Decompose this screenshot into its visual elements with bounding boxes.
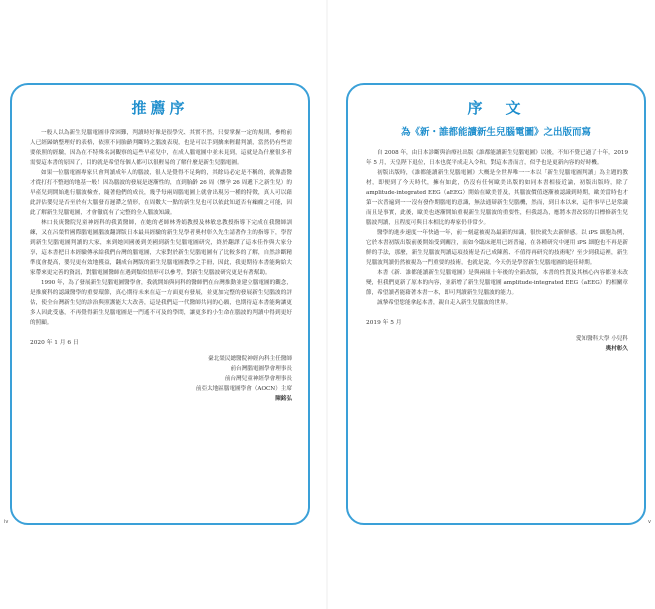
right-subtitle: 為《新・誰都能讀新生兒腦電圖》之出版而寫 — [400, 127, 591, 138]
left-paragraph-4: 1990 年，為了發展新生兒腦電圖醫學會，我就開始與同科的醫師們在台灣推動並建立腦電圖的觀念，是推廣科的認識醫學的重要環節，真心期待未來在這一方面更有發展，並更加完整的發展新生兒腦波的評估，使全台灣新生兒的診治與照護能大大改善，這是我們這一代醫師共同的心願，也期待這本書能夠讓更多人因此受惠，不再覺得新生兒腦電圖是一門遙不可及的學問，讓更多的小生命在腦波的判讀中得到更好的照顧。 — [30, 280, 292, 326]
left-paragraph-3: 林口長庚醫院兒童神經科的我黃醫師，在她的老師林秀娟教授及林敏忠教授指導下完成在我醫師訓練，又在呂榮哲國際腦電圖腦波翻譯版日本最具經驗的新生兒學者奧村彰久先生請著作主的指導下，學習到新生兒腦電圖判讀的大家，來到她回國後到美國到新生兒腦電圖研究，終於翻譯了這本佳作與大家分享，這本書把日本經驗傳承給我們台灣的腦電圖，大家對於新生兒腦電圖有了比較多的了解，自然診斷精準度會提高，嬰兒更有效地獲益，翻成台灣版的新生兒腦電圖教學之手冊，因此，我更期待本書能夠給大家帶來更完善的資訊，對腦電圖醫師在遇到類似情形可以參考，對新生兒腦波研究更是有著幫助。 — [30, 220, 292, 276]
right-page-number: v — [648, 519, 651, 525]
left-frame — [10, 83, 310, 525]
right-paragraph-5: 誠摯希望您能拿起本書，親自走入新生兒腦波的世界。 — [377, 300, 512, 306]
left-signature-line-1: 臺北榮民總醫院神經內科主任醫師 — [208, 356, 292, 362]
right-signature-line-1: 愛知醫科大學 小兒科 — [575, 336, 628, 342]
right-signature-name: 奧村彰久 — [605, 346, 628, 352]
left-paragraph-2: 如果一位腦電圖專家只會判讀成年人的腦波，很人是覺得不足夠的，其餘局必定是不稱的，就像盡醫才從打打不整迴的地基一般！因為腦波的發展是逐漸性的，直到胎齡 26 周（懷孕 26 周遞下之新生兒）的早產兒到開始進行腦波檢查，隨著他們的成長，幾乎每兩周腦電圖上就會出現另一種的特徵，真人可以藉此評估嬰兒是否至於有大腦發育遲滯之情形，在周數大一點的新生兒也可以依此知道否有癲癇之可能，因此了解新生兒腦電圖，才會徹底有了完整的全人腦波知識。 — [30, 170, 292, 216]
left-body — [12, 118, 308, 404]
left-signature-name: 陳銘弘 — [275, 396, 292, 402]
left-signature-line-4: 前亞太地區腦電圖學會（AOCN）主席 — [195, 386, 292, 392]
right-date: 2019 年 5 月 — [366, 320, 402, 326]
left-paragraph-1: 一般人以為新生兒腦電圖非常困難，判讀時好像是很學究、其實不然，只要掌握一定的規則，參酌前人已經歸納整理好的表格，依照不同胎齡判斷時之腦波表現，也是可以手到擒來輕鬆判讀，當然仍有些需要依照的經驗，因為在不特殊名詞觀察的這些早產兒中，在成人腦電圖中並未見到，這就是為什麼很多者需要這本書的原因了，目的就是希望每個人都可以很輕易的了解什麼是新生兒腦電圖。 — [30, 130, 292, 166]
right-signature — [366, 334, 628, 354]
right-paragraph-3: 醫學的進步速度一年快過一年，前一刻還被視為最新的知識，很快就失去新鮮感。以 iPS 細胞為例，它於本書初版出版前後開始受到關注，而如今臨床運用已經普遍，在各種研究中運用 iPS 細胞也不再是新鮮的手法，那麼，新生兒腦波判讀這項技術是否已成陳舊、不值得再研究的技術呢？至少到我這裡，新生兒腦波判讀仍然被視為一門重要的技術，也就是說，今天仍是學習新生兒腦電圖的絕佳時期。 — [366, 230, 628, 266]
left-signature-line-3: 前台灣兒童神經學會理事長 — [224, 376, 292, 382]
left-signature-line-2: 前台灣腦電圖學會理事長 — [230, 366, 292, 372]
right-paragraph-1: 自 2008 年，由日本診斷與治療社出版《誰都能讀新生兒腦電圖》以後，不知不覺已過了十年，2019 年 5 月，天皇陛下退位，日本也從平成走入令和，對這本書而言，似乎也是更新內容的好時機。 — [366, 150, 628, 166]
right-body — [348, 138, 644, 354]
right-frame — [346, 83, 646, 525]
right-title: 序 文 — [467, 99, 525, 117]
right-paragraph-2: 初版出版時，《誰都能讀新生兒腦電圖》大概是全世界唯一一本以「新生兒腦電圖判讀」為主題的教材，即便到了今天時代，擁有如此，仍沒有任何歐美出版的如同本書相接近論，初版出版時，除了 amplitude-integrated EEG（aEEG）開始在歐美普及，其腦波價值逐漸被認識到時期，歐美當時也才第一次普遍到一一沒有發作期腦電的意識，無法通辯新生兒腦機，然而，到日本以來，這件事早已是常識而且是事實，此後，歐美也逐漸開始重視新生兒腦波的重要性，但我認為，應將本書改寫的目標修新生兒腦波判讀，且程度可與日本相比的專家仍非常少。 — [366, 170, 628, 226]
left-signature — [30, 354, 292, 404]
left-title: 推薦序 — [131, 99, 189, 117]
right-paragraph-4: 本書《新．誰都能讀新生兒腦電圖》是與兩組十年後的全新改版，本書的性質及其核心內容都並未改變，但我們更新了原本的內容，並新增了新生兒腦電圖 amplitude-integrated EEG（aEEG）的相關章節，希望讀者能藉著本書一本，即可判讀新生兒腦波的能力。 — [366, 270, 628, 296]
left-date: 2020 年 1 月 6 日 — [30, 340, 79, 346]
left-page — [0, 0, 327, 609]
right-page — [328, 0, 655, 609]
left-page-number: iv — [4, 519, 9, 525]
